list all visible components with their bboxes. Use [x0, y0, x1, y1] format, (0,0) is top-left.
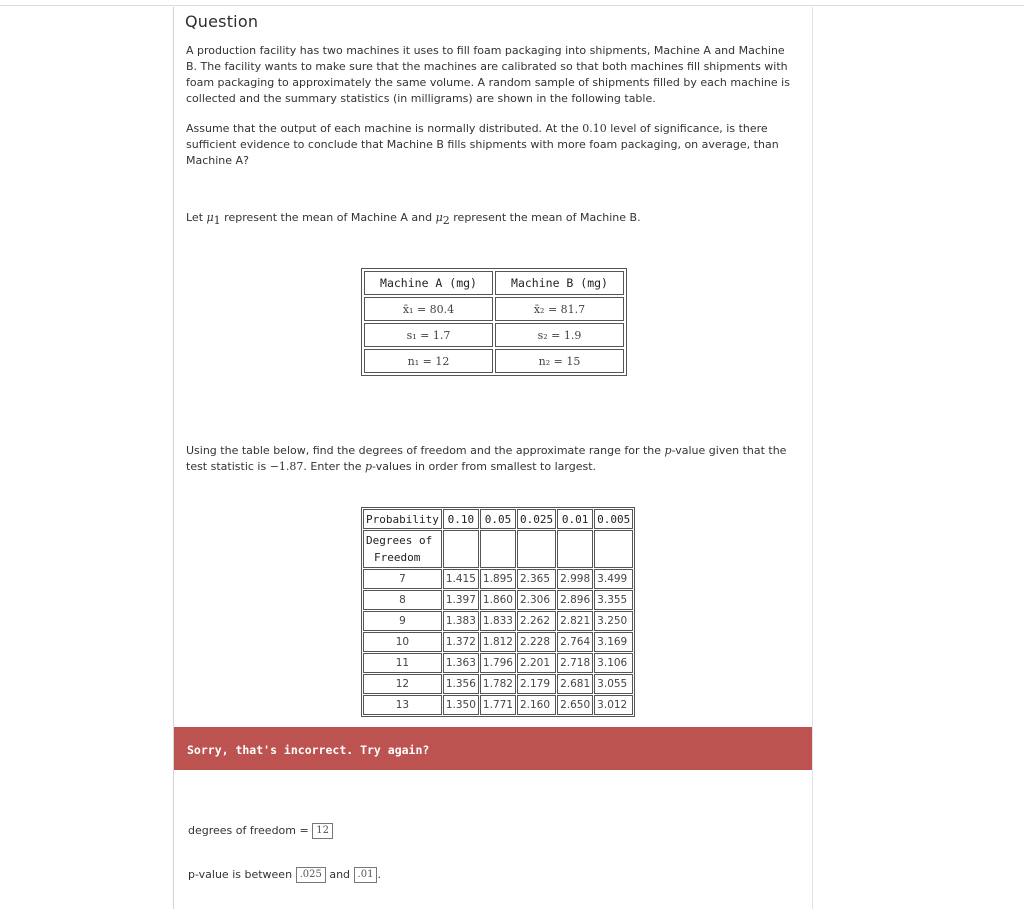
t-value-cell: 2.365	[517, 569, 556, 589]
t-value-cell: 3.055	[594, 674, 633, 694]
probability-header: Probability	[363, 509, 442, 529]
let-statement: Let $\mu_1$ represent the mean of Machine A and $\mu_2$ represent the mean of Machine B.	[186, 211, 641, 228]
t-value-cell: 1.350	[443, 695, 479, 715]
t-value-cell: 3.106	[594, 653, 633, 673]
t-value-cell: 1.363	[443, 653, 479, 673]
t-value-cell: 3.499	[594, 569, 633, 589]
t-value-cell: 3.169	[594, 632, 633, 652]
df-label: degrees of freedom =	[188, 824, 309, 837]
t-value-cell: 2.998	[557, 569, 593, 589]
top-divider	[0, 5, 1024, 6]
degrees-of-freedom-header: Degrees of Freedom	[363, 530, 442, 568]
t-value-cell: 1.771	[480, 695, 516, 715]
t-value-cell: 2.160	[517, 695, 556, 715]
df-cell: 11	[363, 653, 442, 673]
t-value-cell: 3.355	[594, 590, 633, 610]
table-row	[363, 695, 633, 715]
table-row	[363, 632, 633, 652]
mean-machine-b: x̄₂ = 81.7	[495, 297, 624, 321]
df-cell: 8	[363, 590, 442, 610]
right-column	[812, 7, 1024, 909]
t-value-cell: 1.796	[480, 653, 516, 673]
question-title: Question	[185, 12, 259, 31]
prob-header: 0.01	[557, 509, 593, 529]
header-machine-a: Machine A (mg)	[364, 271, 493, 295]
t-value-cell: 2.896	[557, 590, 593, 610]
t-value-cell: 2.650	[557, 695, 593, 715]
p-low-input[interactable]: .025	[296, 867, 326, 883]
prob-header: 0.05	[480, 509, 516, 529]
question-intro: A production facility has two machines it uses to fill foam packaging into shipments, Machine A and Machine B. The facility wants to make sure that the machines are calibrated so that both machines fill shipments with foam packaging to approximately the same volume. A random sample of shipments filled by each machine is collected and the summary statistics (in milligrams) are shown in the following table.	[186, 44, 790, 105]
p-value-answer: p-value is between .025 and .01 .	[188, 868, 381, 881]
t-value-cell: 1.782	[480, 674, 516, 694]
question-assumption: Assume that the output of each machine is normally distributed. At the 0.10 level of significance, is there sufficient evidence to conclude that Machine B fills shipments with more foam packaging, on average, than Machine A?	[186, 122, 779, 167]
df-cell: 7	[363, 569, 442, 589]
t-value-cell: 2.764	[557, 632, 593, 652]
table-row	[363, 590, 633, 610]
t-value-cell: 2.201	[517, 653, 556, 673]
t-distribution-table	[361, 507, 635, 717]
df-cell: 12	[363, 674, 442, 694]
feedback-banner	[174, 727, 812, 770]
t-table-instructions: Using the table below, find the degrees of freedom and the approximate range for the p-value given that the test statistic is −1.87. Enter the p-values in order from smallest to largest.	[186, 444, 787, 473]
p-high-input[interactable]: .01	[354, 867, 378, 883]
feedback-message: Sorry, that's incorrect. Try again?	[187, 743, 430, 757]
summary-statistics-table	[361, 268, 627, 376]
t-value-cell: 2.228	[517, 632, 556, 652]
p-value-label: p-value is between	[188, 868, 293, 881]
df-input[interactable]: 12	[312, 823, 333, 839]
df-cell: 10	[363, 632, 442, 652]
t-value-cell: 1.860	[480, 590, 516, 610]
t-value-cell: 1.895	[480, 569, 516, 589]
table-row	[363, 674, 633, 694]
t-value-cell: 2.306	[517, 590, 556, 610]
t-value-cell: 2.681	[557, 674, 593, 694]
degrees-of-freedom-answer	[188, 823, 333, 839]
t-value-cell: 2.718	[557, 653, 593, 673]
t-value-cell: 1.415	[443, 569, 479, 589]
t-value-cell: 1.356	[443, 674, 479, 694]
header-machine-b: Machine B (mg)	[495, 271, 624, 295]
sd-machine-a: s₁ = 1.7	[364, 323, 493, 347]
t-value-cell: 2.262	[517, 611, 556, 631]
table-row	[363, 569, 633, 589]
prob-header: 0.025	[517, 509, 556, 529]
table-row	[363, 653, 633, 673]
t-value-cell: 3.012	[594, 695, 633, 715]
test-statistic: −1.87.	[269, 460, 307, 473]
prob-header: 0.005	[594, 509, 633, 529]
df-cell: 9	[363, 611, 442, 631]
alpha-value: 0.10	[582, 122, 607, 135]
t-value-cell: 1.833	[480, 611, 516, 631]
t-value-cell: 1.383	[443, 611, 479, 631]
and-label: and	[329, 868, 351, 881]
t-value-cell: 1.812	[480, 632, 516, 652]
t-value-cell: 2.179	[517, 674, 556, 694]
table-row	[363, 611, 633, 631]
mean-machine-a: x̄₁ = 80.4	[364, 297, 493, 321]
n-machine-a: n₁ = 12	[364, 349, 493, 373]
t-value-cell: 1.372	[443, 632, 479, 652]
t-value-cell: 2.821	[557, 611, 593, 631]
sd-machine-b: s₂ = 1.9	[495, 323, 624, 347]
t-value-cell: 1.397	[443, 590, 479, 610]
n-machine-b: n₂ = 15	[495, 349, 624, 373]
t-value-cell: 3.250	[594, 611, 633, 631]
prob-header: 0.10	[443, 509, 479, 529]
df-cell: 13	[363, 695, 442, 715]
